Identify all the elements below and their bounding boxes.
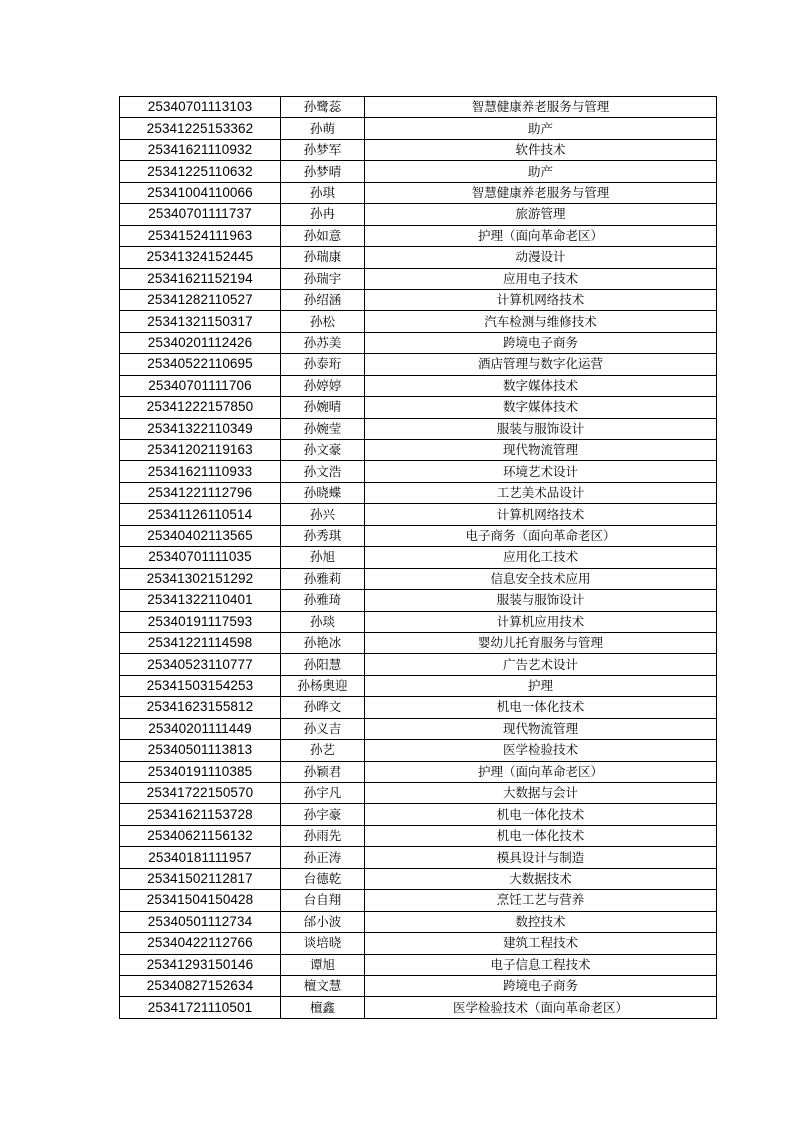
student-id-cell: 25340701111706 [120,375,281,396]
table-row [120,718,717,739]
student-id-cell: 25341721110501 [120,997,281,1018]
major-cell: 智慧健康养老服务与管理 [365,182,717,203]
table-row [120,182,717,203]
student-name-cell: 孙义吉 [281,718,365,739]
major-cell: 大数据与会计 [365,783,717,804]
student-name-cell: 孙杨奥迎 [281,675,365,696]
student-id-cell: 25341221114598 [120,632,281,653]
table-row [120,761,717,782]
student-name-cell: 孙旭 [281,547,365,568]
student-id-cell: 25340191110385 [120,761,281,782]
table-row [120,332,717,353]
student-name-cell: 孙苏美 [281,332,365,353]
student-id-cell: 25341524111963 [120,225,281,246]
major-cell: 跨境电子商务 [365,975,717,996]
major-cell: 机电一体化技术 [365,804,717,825]
student-id-cell: 25341722150570 [120,783,281,804]
student-name-cell: 孙松 [281,311,365,332]
student-id-cell: 25340501113813 [120,740,281,761]
student-id-cell: 25340701111737 [120,204,281,225]
student-name-cell: 孙梦军 [281,139,365,160]
student-id-cell: 25341503154253 [120,675,281,696]
table-row [120,697,717,718]
student-id-cell: 25341004110066 [120,182,281,203]
major-cell: 信息安全技术应用 [365,568,717,589]
table-row [120,504,717,525]
student-name-cell: 孙琰 [281,611,365,632]
student-name-cell: 孙瑞宇 [281,268,365,289]
student-name-cell: 孙颖君 [281,761,365,782]
student-name-cell: 孙文浩 [281,461,365,482]
major-cell: 医学检验技术（面向革命老区） [365,997,717,1018]
student-id-cell: 25341621110933 [120,461,281,482]
student-name-cell: 孙秀琪 [281,525,365,546]
major-cell: 应用化工技术 [365,547,717,568]
major-cell: 汽车检测与维修技术 [365,311,717,332]
major-cell: 电子信息工程技术 [365,954,717,975]
student-name-cell: 檀鑫 [281,997,365,1018]
table-row [120,375,717,396]
student-name-cell: 孙婷婷 [281,375,365,396]
table-row [120,525,717,546]
major-cell: 数字媒体技术 [365,375,717,396]
student-id-cell: 25340523110777 [120,654,281,675]
table-row [120,161,717,182]
student-name-cell: 孙晓蝶 [281,482,365,503]
student-id-cell: 25341202119163 [120,440,281,461]
student-name-cell: 檀文慧 [281,975,365,996]
student-id-cell: 25341621110932 [120,139,281,160]
table-row [120,825,717,846]
table-row [120,868,717,889]
major-cell: 护理（面向革命老区） [365,761,717,782]
student-id-cell: 25340522110695 [120,354,281,375]
student-id-cell: 25341282110527 [120,289,281,310]
student-id-cell: 25341302151292 [120,568,281,589]
student-name-cell: 孙绍涵 [281,289,365,310]
major-cell: 助产 [365,161,717,182]
student-name-cell: 台自翔 [281,890,365,911]
major-cell: 服装与服饰设计 [365,590,717,611]
table-row [120,933,717,954]
table-row [120,225,717,246]
student-name-cell: 孙瑞康 [281,247,365,268]
student-id-cell: 25341225110632 [120,161,281,182]
student-id-cell: 25341293150146 [120,954,281,975]
table-row [120,204,717,225]
student-id-cell: 25341621153728 [120,804,281,825]
student-id-cell: 25341623155812 [120,697,281,718]
major-cell: 跨境电子商务 [365,332,717,353]
table-row [120,890,717,911]
student-name-cell: 孙雅琦 [281,590,365,611]
student-id-cell: 25340501112734 [120,911,281,932]
student-name-cell: 孙艳冰 [281,632,365,653]
major-cell: 软件技术 [365,139,717,160]
major-cell: 智慧健康养老服务与管理 [365,97,717,118]
table-row [120,632,717,653]
major-cell: 婴幼儿托育服务与管理 [365,632,717,653]
major-cell: 应用电子技术 [365,268,717,289]
major-cell: 护理（面向革命老区） [365,225,717,246]
student-name-cell: 谭旭 [281,954,365,975]
major-cell: 烹饪工艺与营养 [365,890,717,911]
student-name-cell: 谈培晓 [281,933,365,954]
table-row [120,568,717,589]
student-id-cell: 25341221112796 [120,482,281,503]
student-name-cell: 孙宇凡 [281,783,365,804]
table-row [120,247,717,268]
major-cell: 模具设计与制造 [365,847,717,868]
table-row [120,804,717,825]
major-cell: 酒店管理与数字化运营 [365,354,717,375]
table-row [120,740,717,761]
student-name-cell: 孙婉莹 [281,418,365,439]
student-name-cell: 孙梦晴 [281,161,365,182]
student-id-cell: 25340701113103 [120,97,281,118]
student-name-cell: 孙阳慧 [281,654,365,675]
major-cell: 数控技术 [365,911,717,932]
major-cell: 电子商务（面向革命老区） [365,525,717,546]
table-row [120,354,717,375]
table-row [120,397,717,418]
student-roster-table [119,96,717,1019]
student-name-cell: 台德乾 [281,868,365,889]
major-cell: 护理 [365,675,717,696]
student-id-cell: 25340422112766 [120,933,281,954]
student-id-cell: 25341126110514 [120,504,281,525]
major-cell: 计算机网络技术 [365,504,717,525]
student-id-cell: 25341504150428 [120,890,281,911]
major-cell: 大数据技术 [365,868,717,889]
table-row [120,547,717,568]
student-id-cell: 25341225153362 [120,118,281,139]
major-cell: 医学检验技术 [365,740,717,761]
student-name-cell: 孙雅莉 [281,568,365,589]
student-id-cell: 25340181111957 [120,847,281,868]
student-id-cell: 25340701111035 [120,547,281,568]
student-id-cell: 25340827152634 [120,975,281,996]
table-row [120,139,717,160]
major-cell: 机电一体化技术 [365,825,717,846]
major-cell: 工艺美术品设计 [365,482,717,503]
table-row [120,611,717,632]
student-name-cell: 孙艺 [281,740,365,761]
student-id-cell: 25340191117593 [120,611,281,632]
student-name-cell: 孙晔文 [281,697,365,718]
student-id-cell: 25341321150317 [120,311,281,332]
major-cell: 现代物流管理 [365,440,717,461]
student-name-cell: 孙婉晴 [281,397,365,418]
table-row [120,997,717,1018]
student-name-cell: 孙冉 [281,204,365,225]
student-name-cell: 孙雨先 [281,825,365,846]
major-cell: 服装与服饰设计 [365,418,717,439]
major-cell: 现代物流管理 [365,718,717,739]
table-row [120,783,717,804]
student-name-cell: 孙琪 [281,182,365,203]
table-row [120,97,717,118]
table-row [120,461,717,482]
student-name-cell: 孙如意 [281,225,365,246]
table-row [120,975,717,996]
table-row [120,590,717,611]
student-name-cell: 孙鹭蕊 [281,97,365,118]
table-row [120,482,717,503]
student-name-cell: 孙正涛 [281,847,365,868]
document-page [119,96,716,1019]
student-name-cell: 孙萌 [281,118,365,139]
table-row [120,440,717,461]
student-name-cell: 孙文豪 [281,440,365,461]
student-name-cell: 孙兴 [281,504,365,525]
student-id-cell: 25341621152194 [120,268,281,289]
major-cell: 数字媒体技术 [365,397,717,418]
table-row [120,954,717,975]
major-cell: 环境艺术设计 [365,461,717,482]
table-row [120,911,717,932]
student-id-cell: 25340201112426 [120,332,281,353]
table-row [120,311,717,332]
student-name-cell: 邰小波 [281,911,365,932]
student-id-cell: 25341322110401 [120,590,281,611]
major-cell: 计算机应用技术 [365,611,717,632]
major-cell: 广告艺术设计 [365,654,717,675]
table-row [120,289,717,310]
major-cell: 计算机网络技术 [365,289,717,310]
major-cell: 动漫设计 [365,247,717,268]
student-name-cell: 孙宇豪 [281,804,365,825]
student-id-cell: 25340201111449 [120,718,281,739]
table-row [120,847,717,868]
student-id-cell: 25340621156132 [120,825,281,846]
table-row [120,675,717,696]
student-id-cell: 25340402113565 [120,525,281,546]
student-id-cell: 25341222157850 [120,397,281,418]
table-row [120,418,717,439]
student-id-cell: 25341322110349 [120,418,281,439]
major-cell: 机电一体化技术 [365,697,717,718]
student-id-cell: 25341324152445 [120,247,281,268]
table-row [120,118,717,139]
table-row [120,654,717,675]
major-cell: 建筑工程技术 [365,933,717,954]
student-id-cell: 25341502112817 [120,868,281,889]
table-row [120,268,717,289]
major-cell: 旅游管理 [365,204,717,225]
roster-body [120,97,717,1019]
major-cell: 助产 [365,118,717,139]
student-name-cell: 孙泰珩 [281,354,365,375]
